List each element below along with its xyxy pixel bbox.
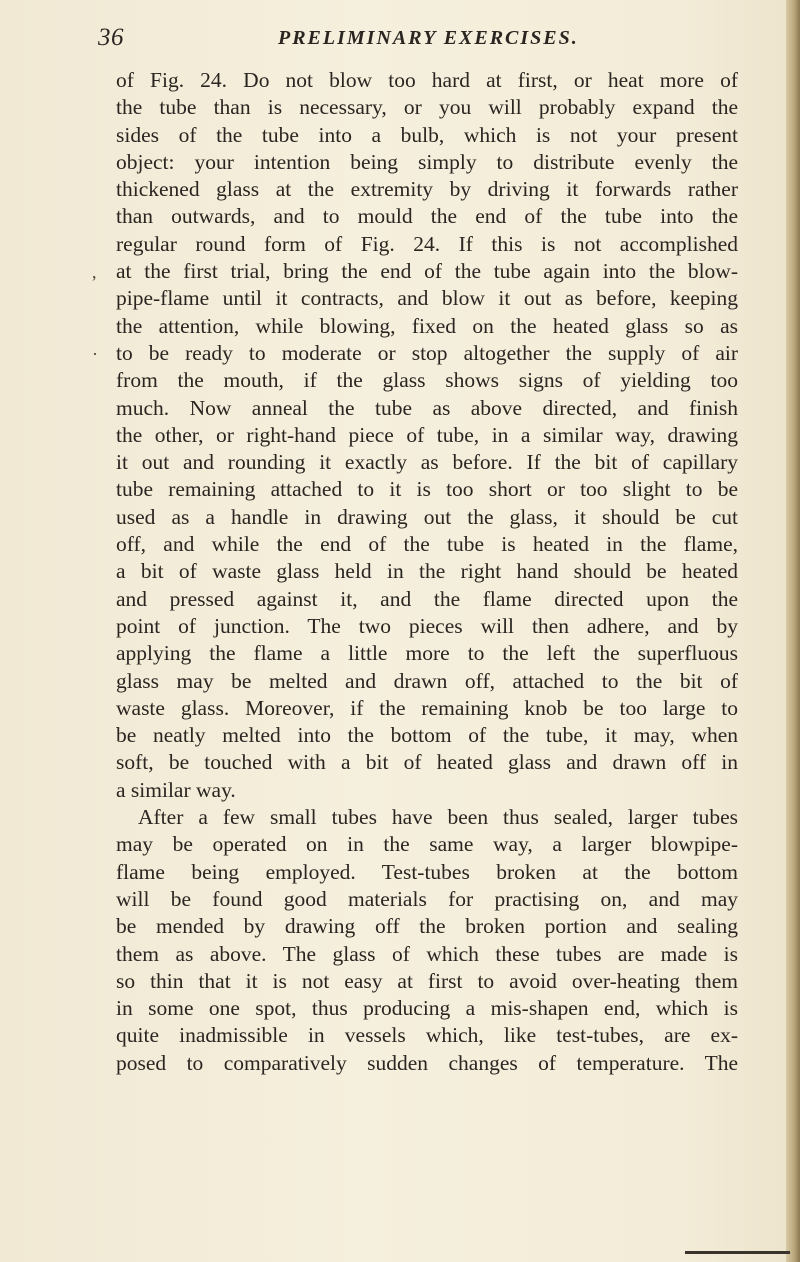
text-line: in some one spot, thus producing a mis-shapen end, which is <box>116 996 738 1021</box>
text-line: may be operated on in the same way, a larger blowpipe- <box>116 832 738 857</box>
page-edge <box>786 0 800 1262</box>
text-line: and pressed against it, and the flame directed upon the <box>116 586 738 611</box>
text-line: sides of the tube into a bulb, which is not your present <box>116 122 738 147</box>
bottom-rule <box>685 1251 790 1254</box>
text-line: waste glass. Moreover, if the remaining knob be too large to <box>116 695 738 720</box>
text-line: object: your intention being simply to distribute evenly the <box>116 149 738 174</box>
text-line: the attention, while blowing, fixed on the heated glass so as <box>116 313 738 338</box>
body-text <box>116 67 738 1077</box>
text-line: pipe-flame until it contracts, and blow it out as before, keeping <box>116 286 738 311</box>
text-line: so thin that it is not easy at first to avoid over-heating them <box>116 968 738 993</box>
text-line: the other, or right-hand piece of tube, in a similar way, drawing <box>116 422 738 447</box>
text-line: thickened glass at the extremity by driving it forwards rather <box>116 177 738 202</box>
text-line: off, and while the end of the tube is heated in the flame, <box>116 532 738 557</box>
text-line: at the first trial, bring the end of the tube again into the blow- <box>116 259 738 284</box>
margin-dot: · <box>92 344 98 364</box>
text-line: regular round form of Fig. 24. If this is not accomplished <box>116 231 738 256</box>
text-line: a bit of waste glass held in the right hand should be heated <box>116 559 738 584</box>
page-number: 36 <box>98 24 124 51</box>
text-line: applying the flame a little more to the left the superfluous <box>116 641 738 666</box>
margin-mark: , <box>92 262 97 282</box>
text-line: of Fig. 24. Do not blow too hard at first, or heat more of <box>116 68 738 92</box>
text-line: quite inadmissible in vessels which, like test-tubes, are ex- <box>116 1023 738 1048</box>
text-line: from the mouth, if the glass shows signs of yielding too <box>116 368 738 393</box>
paragraph-end-line: a similar way. <box>116 777 236 802</box>
text-line: much. Now anneal the tube as above directed, and finish <box>116 395 738 420</box>
text-line: them as above. The glass of which these tubes are made is <box>116 941 738 966</box>
text-line: posed to comparatively sudden changes of temperature. The <box>116 1050 738 1075</box>
text-line: than outwards, and to mould the end of the tube into the <box>116 204 738 229</box>
text-line: point of junction. The two pieces will then adhere, and by <box>116 613 738 638</box>
paragraph-start-line: After a few small tubes have been thus sealed, larger tubes <box>138 805 738 830</box>
text-line: be neatly melted into the bottom of the tube, it may, when <box>116 723 738 748</box>
text-line: to be ready to moderate or stop altogether the supply of air <box>116 340 738 365</box>
text-line: glass may be melted and drawn off, attached to the bit of <box>116 668 738 693</box>
text-line: soft, be touched with a bit of heated glass and drawn off in <box>116 750 738 775</box>
text-line: used as a handle in drawing out the glass, it should be cut <box>116 504 738 529</box>
text-line: flame being employed. Test-tubes broken at the bottom <box>116 859 738 884</box>
text-line: tube remaining attached to it is too short or too slight to be <box>116 477 738 502</box>
text-line: it out and rounding it exactly as before. If the bit of capillary <box>116 450 738 475</box>
text-line: will be found good materials for practising on, and may <box>116 886 738 911</box>
text-line: be mended by drawing off the broken portion and sealing <box>116 914 738 939</box>
text-line: the tube than is necessary, or you will probably expand the <box>116 95 738 120</box>
running-head: PRELIMINARY EXERCISES. <box>278 27 579 49</box>
page-header <box>98 24 738 60</box>
